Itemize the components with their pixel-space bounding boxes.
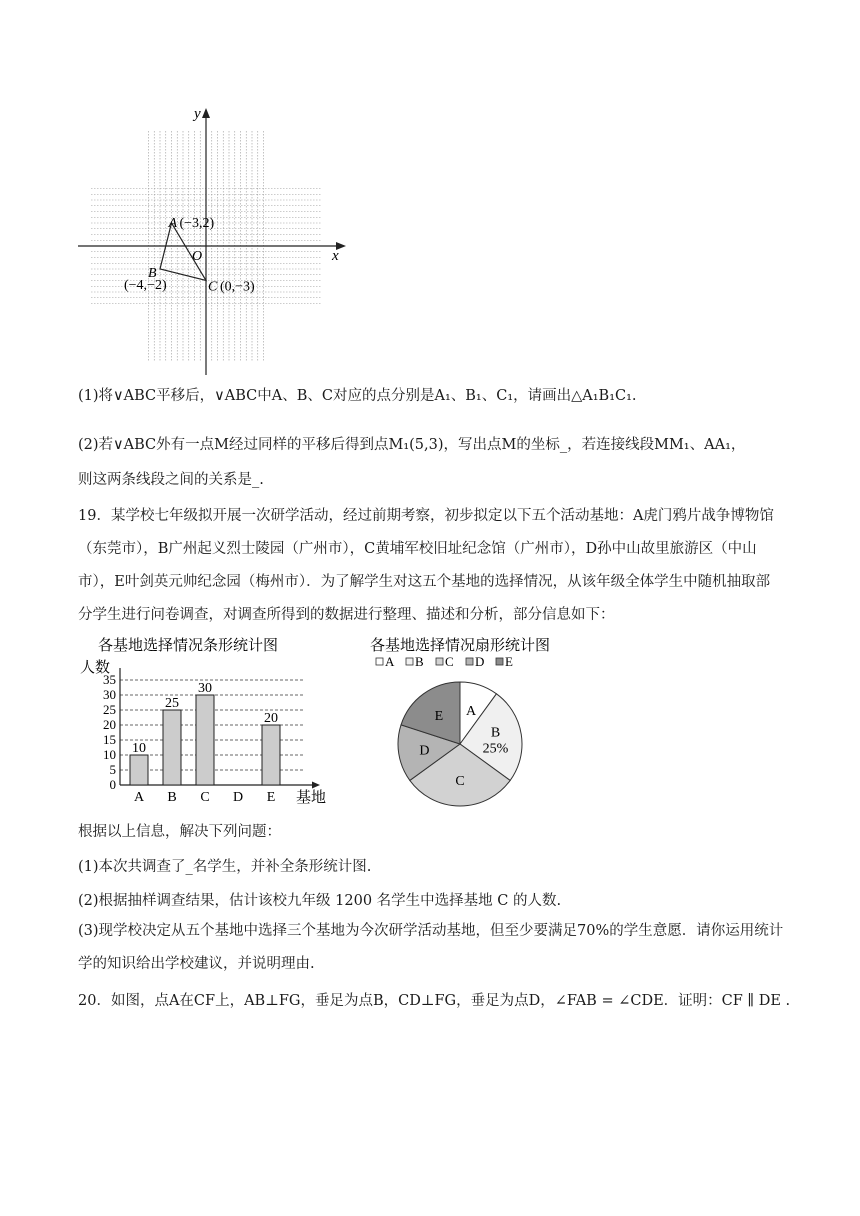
point-a-label: A xyxy=(168,216,178,231)
bar-chart xyxy=(70,630,340,810)
legend-swatch xyxy=(466,658,473,665)
pie-slice-percent: 25% xyxy=(482,741,509,757)
coordinate-figure xyxy=(70,100,360,385)
y-tick-label: 5 xyxy=(109,762,116,777)
q19-intro: 根据以上信息，解决下列问题： xyxy=(78,824,281,840)
point-b-coord: (−4,−2) xyxy=(124,278,167,293)
point-c-coord: (0,−3) xyxy=(220,279,255,295)
y-tick-label: 0 xyxy=(109,777,116,792)
coordinate-axes xyxy=(78,108,346,375)
bar-x-arrow xyxy=(312,782,320,789)
y-axis-label: y xyxy=(194,106,201,122)
bar-value-label: 10 xyxy=(132,741,146,756)
bar-chart-ylabel: 人数 xyxy=(80,660,111,676)
bar-value-label: 20 xyxy=(264,711,278,726)
pie-slice-label: D xyxy=(419,743,430,759)
legend-swatch xyxy=(496,658,503,665)
q18-part1: (1)将∨ABC平移后，∨ABC中A、B、C对应的点分别是A₁、B₁、C₁，请画出△A₁B₁C₁. xyxy=(78,388,637,404)
pie-legend xyxy=(376,654,513,669)
bar-chart-title: 各基地选择情况条形统计图 xyxy=(98,638,279,654)
legend-swatch xyxy=(436,658,443,665)
bar-a xyxy=(130,755,148,785)
y-axis-arrow xyxy=(202,108,210,118)
q19-part3: (3)现学校决定从五个基地中选择三个基地为今次研学活动基地，但至少要满足70%的学生意愿．请你运用统计学的知识给出学校建议，并说明理由. xyxy=(78,923,784,972)
y-tick-label: 20 xyxy=(103,717,116,732)
x-tick-label: C xyxy=(200,790,210,805)
bar-c xyxy=(196,695,214,785)
y-tick-label: 10 xyxy=(103,747,116,762)
pie-slice-label: E xyxy=(434,708,444,724)
legend-swatch xyxy=(376,658,383,665)
pie-slice-label: A xyxy=(466,703,477,719)
q18-part2-line2: 则这两条线段之间的关系是_. xyxy=(78,472,264,488)
bar-value-label: 30 xyxy=(198,681,212,696)
y-tick-label: 35 xyxy=(103,672,116,687)
bar-b xyxy=(163,710,181,785)
q18-part2-line1: (2)若∨ABC外有一点M经过同样的平移后得到点M₁(5,3)，写出点M的坐标_，若连接线段MM₁、AA₁， xyxy=(78,437,746,453)
q19-stem: 19．某学校七年级拟开展一次研学活动，经过前期考察，初步拟定以下五个活动基地：A虎门鸦片战争博物馆（东莞市），B广州起义烈士陵园（广州市），C黄埔军校旧址纪念馆（广州市），D孙中山故里旅游区（中山市），E叶剑英元帅纪念园（梅州市）．为了解学生对这五个基地的选择情况，从该年级全体学生中随机抽取部分学生进行问卷调查，对调查所得到的数据进行整理、描述和分析，部分信息如下： xyxy=(78,508,774,623)
legend-label: C xyxy=(445,654,454,669)
legend-label: D xyxy=(475,654,485,669)
point-b-label: B xyxy=(148,266,157,281)
bar-chart-xlabel: 基地 xyxy=(296,790,327,806)
x-tick-label: D xyxy=(232,790,244,805)
pie-slice-label: B xyxy=(490,725,501,741)
y-tick-label: 30 xyxy=(103,687,116,702)
pie-slice-label: C xyxy=(455,773,465,789)
pie-chart xyxy=(360,630,590,820)
legend-label: A xyxy=(385,654,395,669)
y-tick-label: 15 xyxy=(103,732,116,747)
legend-swatch xyxy=(406,658,413,665)
x-tick-label: E xyxy=(266,790,276,805)
bar-e xyxy=(262,725,280,785)
x-axis-label: x xyxy=(332,248,339,264)
legend-label: E xyxy=(505,654,513,669)
q19-part2: (2)根据抽样调查结果，估计该校九年级 1200 名学生中选择基地 C 的人数. xyxy=(78,893,562,909)
x-tick-label: B xyxy=(167,790,177,805)
q20-text: 20．如图，点A在CF上，AB⊥FG，垂足为点B，CD⊥FG，垂足为点D，∠FAB = ∠CDE．证明：CF ∥ DE . xyxy=(78,993,791,1009)
x-tick-label: A xyxy=(133,790,145,805)
bar-value-label: 25 xyxy=(165,696,179,711)
legend-label: B xyxy=(415,654,424,669)
q19-part1: (1)本次共调查了_名学生，并补全条形统计图. xyxy=(78,859,372,875)
point-a-coord: (−3,2) xyxy=(179,216,215,231)
y-tick-label: 25 xyxy=(103,702,116,717)
pie-chart-title: 各基地选择情况扇形统计图 xyxy=(370,638,551,654)
origin-label: O xyxy=(192,249,203,264)
point-c-label: C xyxy=(208,279,218,295)
